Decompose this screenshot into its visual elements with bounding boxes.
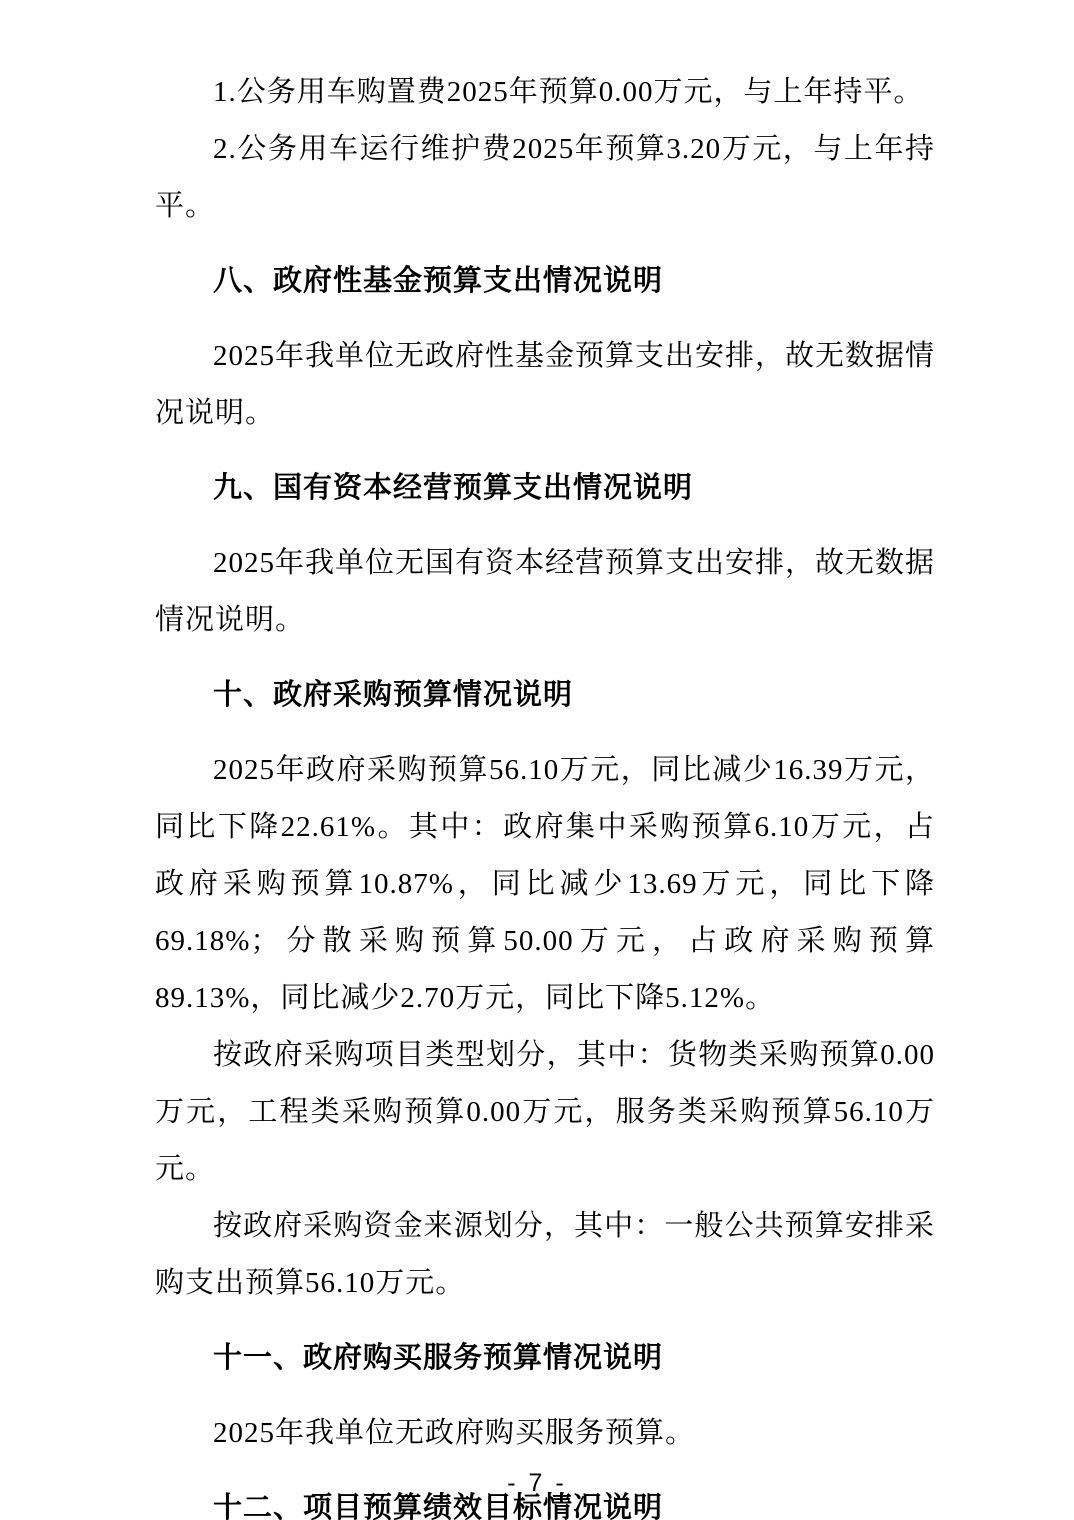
section-heading-12-project-performance-targets: 十二、项目预算绩效目标情况说明: [213, 1492, 664, 1520]
paragraph-procurement-by-project-type: 按政府采购项目类型划分，其中：货物类采购预算0.00万元，工程类采购预算0.00万元，服务类采购预算56.10万元。: [155, 1039, 935, 1185]
paragraph-vehicle-maintenance: 2.公务用车运行维护费2025年预算3.20万元，与上年持平。: [155, 133, 935, 222]
paragraph-gov-fund-budget: 2025年我单位无政府性基金预算支出安排，故无数据情况说明。: [155, 340, 936, 429]
page-number: - 7 -: [507, 1469, 567, 1497]
section-heading-8-gov-fund-budget: 八、政府性基金预算支出情况说明: [213, 265, 664, 297]
section-heading-11-gov-purchased-services: 十一、政府购买服务预算情况说明: [213, 1342, 664, 1374]
paragraph-gov-purchased-services: 2025年我单位无政府购买服务预算。: [213, 1417, 696, 1449]
paragraph-state-capital-budget: 2025年我单位无国有资本经营预算支出安排，故无数据情况说明。: [155, 547, 936, 636]
section-heading-10-gov-procurement-budget: 十、政府采购预算情况说明: [213, 679, 574, 711]
paragraph-procurement-overview: 2025年政府采购预算56.10万元，同比减少16.39万元，同比下降22.61%。其中：政府集中采购预算6.10万元，占政府采购预算10.87%，同比减少13.69万元，同比下降69.18%；分散采购预算50.00万元，占政府采购预算89.13%，同比减少2.70万元，同比下降5.12%。: [155, 754, 935, 1014]
section-heading-9-state-capital-budget: 九、国有资本经营预算支出情况说明: [213, 472, 694, 504]
paragraph-procurement-by-fund-source: 按政府采购资金来源划分，其中：一般公共预算安排采购支出预算56.10万元。: [155, 1210, 935, 1299]
paragraph-vehicle-purchase: 1.公务用车购置费2025年预算0.00万元，与上年持平。: [213, 76, 924, 108]
